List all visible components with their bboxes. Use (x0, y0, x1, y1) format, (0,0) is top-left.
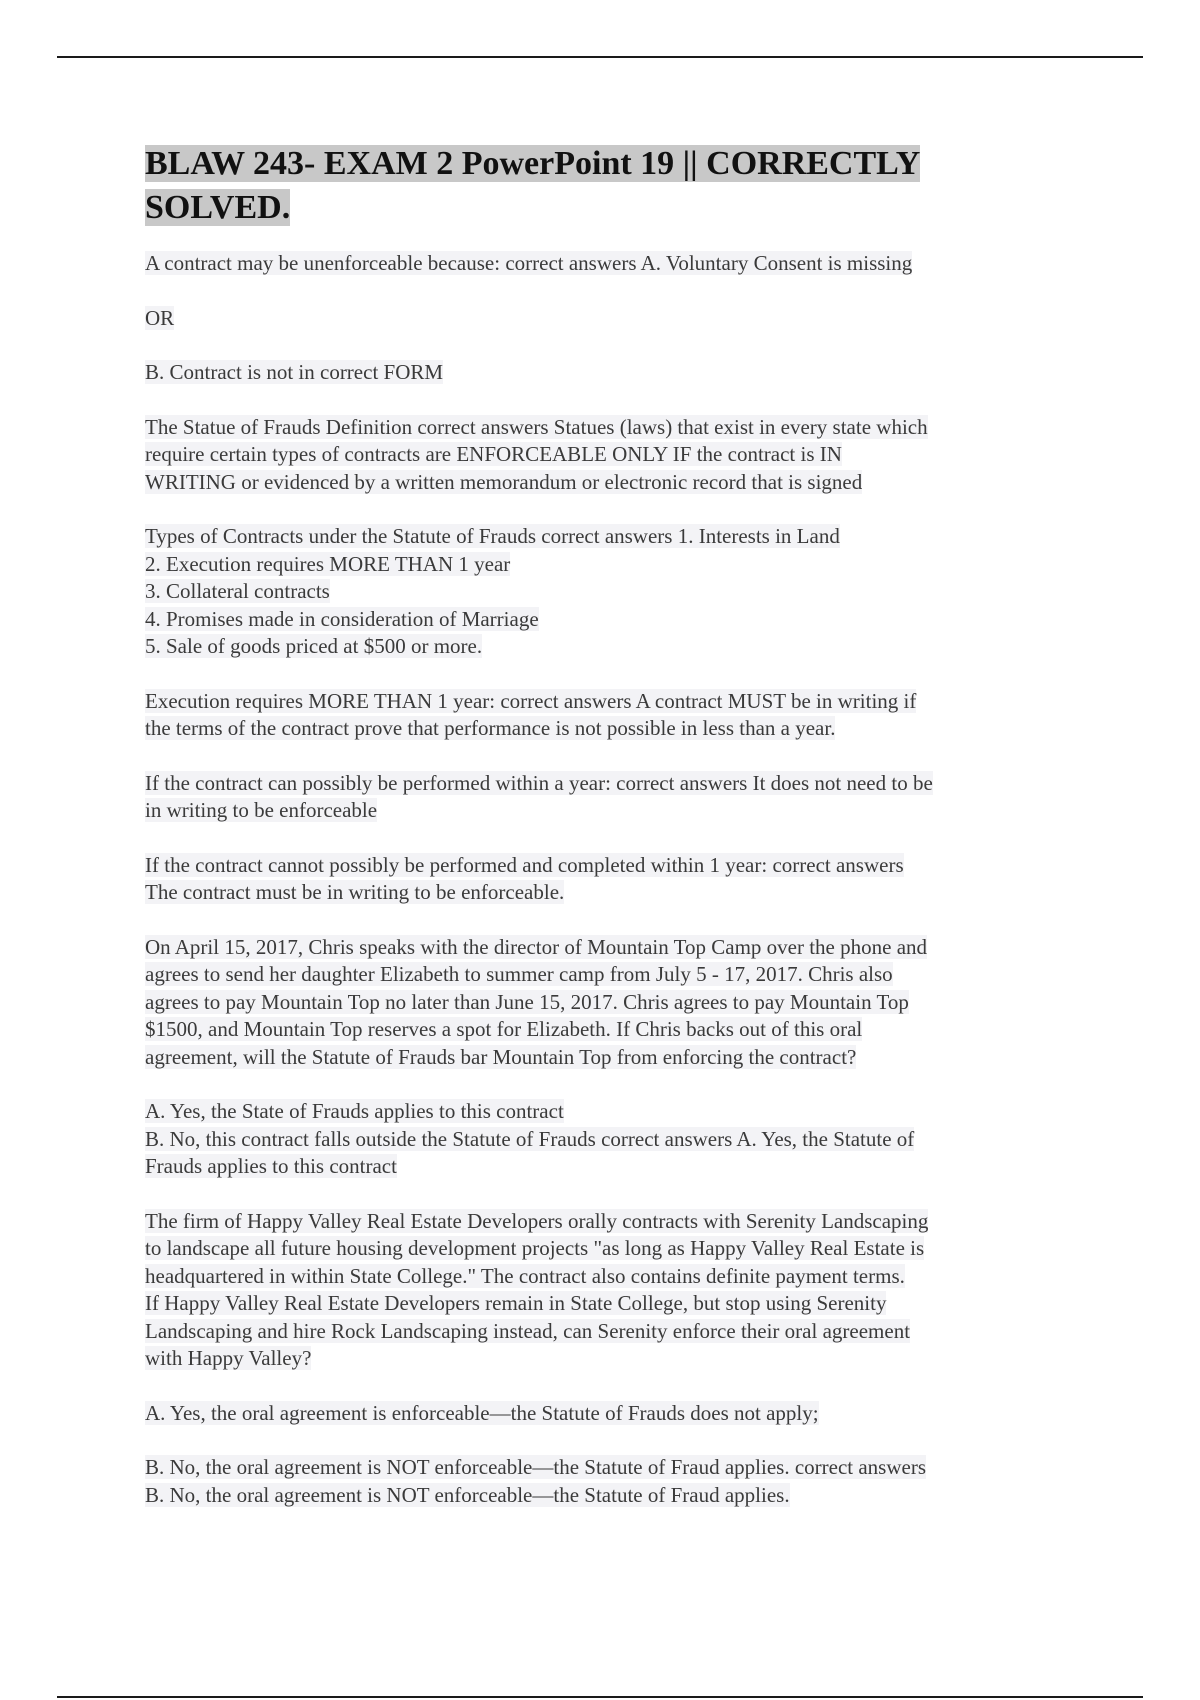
bottom-rule (57, 1696, 1143, 1698)
paragraph (145, 1400, 1060, 1428)
text-line (145, 633, 1060, 661)
text-line-content: to landscape all future housing development projects "as long as Happy Valley Real Estate is (145, 1236, 925, 1260)
text-line (145, 1482, 1060, 1510)
paragraph (145, 688, 1060, 743)
text-line-content: If the contract can possibly be performed within a year: correct answers It does not need to be (145, 770, 933, 795)
text-line-content: The Statue of Frauds Definition correct answers Statues (laws) that exist in every state which (145, 414, 928, 439)
text-line-content: If Happy Valley Real Estate Developers remain in State College, but stop using Serenity (145, 1291, 887, 1315)
top-rule (57, 56, 1143, 58)
text-line-content: If the contract cannot possibly be performed and completed within 1 year: correct answers (145, 852, 904, 877)
text-line-content: $1500, and Mountain Top reserves a spot for Elizabeth. If Chris backs out of this oral (145, 1017, 863, 1041)
text-line-content: A. Yes, the oral agreement is enforceable—the Statute of Frauds does not apply; (145, 1400, 819, 1425)
text-line (145, 961, 1060, 989)
text-line (145, 1044, 1060, 1072)
text-line (145, 934, 1060, 962)
paragraph (145, 414, 1060, 497)
text-line-content: OR (145, 305, 175, 330)
text-line-content: in writing to be enforceable (145, 798, 378, 822)
paragraph (145, 1454, 1060, 1509)
text-line-content: B. No, the oral agreement is NOT enforceable—the Statute of Fraud applies. (145, 1482, 790, 1507)
text-line-content: WRITING or evidenced by a written memorandum or electronic record that is signed (145, 469, 863, 494)
text-line-content: 2. Execution requires MORE THAN 1 year (145, 551, 511, 576)
text-line-content: On April 15, 2017, Chris speaks with the director of Mountain Top Camp over the phone and (145, 934, 928, 959)
text-line (145, 797, 1060, 825)
text-line-content: the terms of the contract prove that performance is not possible in less than a year. (145, 716, 836, 740)
paragraph (145, 305, 1060, 333)
text-line-content: 3. Collateral contracts (145, 579, 330, 603)
text-line (145, 441, 1060, 469)
text-line-content: with Happy Valley? (145, 1346, 312, 1370)
text-line (145, 1263, 1060, 1291)
text-line-content: agrees to send her daughter Elizabeth to summer camp from July 5 - 17, 2017. Chris also (145, 962, 893, 986)
text-line-content: Types of Contracts under the Statute of Frauds correct answers 1. Interests in Land (145, 524, 840, 548)
text-line-content: require certain types of contracts are ENFORCEABLE ONLY IF the contract is IN (145, 442, 842, 466)
document-body (145, 142, 1060, 1536)
paragraph (145, 523, 1060, 661)
text-line (145, 1400, 1060, 1428)
text-line-content: 5. Sale of goods priced at $500 or more. (145, 634, 483, 658)
text-line-content: A. Yes, the State of Frauds applies to this contract (145, 1099, 564, 1123)
text-line (145, 606, 1060, 634)
paragraph (145, 1098, 1060, 1181)
text-line (145, 989, 1060, 1017)
text-line-content: B. No, the oral agreement is NOT enforceable—the Statute of Fraud applies. correct answers (145, 1455, 927, 1479)
text-line (145, 852, 1060, 880)
text-line (145, 715, 1060, 743)
text-line (145, 551, 1060, 579)
title-line: SOLVED. (145, 189, 291, 226)
text-line (145, 1208, 1060, 1236)
text-line-content: The firm of Happy Valley Real Estate Developers orally contracts with Serenity Landscaping (145, 1208, 929, 1233)
text-line-content: headquartered in within State College." The contract also contains definite payment terms. (145, 1263, 905, 1288)
text-line (145, 688, 1060, 716)
text-line-content: 4. Promises made in consideration of Marriage (145, 606, 539, 631)
text-line-content: Frauds applies to this contract (145, 1154, 397, 1178)
text-line-content: A contract may be unenforceable because: correct answers A. Voluntary Consent is missing (145, 251, 913, 275)
text-line (145, 414, 1060, 442)
text-line (145, 1098, 1060, 1126)
paragraph (145, 250, 1060, 278)
paragraph-list (145, 250, 1060, 1509)
text-line (145, 1153, 1060, 1181)
text-line-content: Landscaping and hire Rock Landscaping instead, can Serenity enforce their oral agreement (145, 1318, 911, 1343)
text-line (145, 578, 1060, 606)
document-title (145, 142, 1060, 230)
title-line: BLAW 243- EXAM 2 PowerPoint 19 || CORRECTLY (145, 145, 921, 182)
text-line-content: Execution requires MORE THAN 1 year: correct answers A contract MUST be in writing if (145, 688, 917, 713)
text-line (145, 1318, 1060, 1346)
text-line (145, 469, 1060, 497)
text-line-content: agreement, will the Statute of Frauds bar Mountain Top from enforcing the contract? (145, 1044, 857, 1069)
text-line (145, 770, 1060, 798)
text-line (145, 523, 1060, 551)
text-line (145, 1454, 1060, 1482)
text-line (145, 1235, 1060, 1263)
text-line (145, 1290, 1060, 1318)
text-line-content: B. No, this contract falls outside the Statute of Frauds correct answers A. Yes, the Statute of (145, 1126, 915, 1151)
text-line-content: agrees to pay Mountain Top no later than June 15, 2017. Chris agrees to pay Mountain Top (145, 989, 909, 1014)
text-line (145, 359, 1060, 387)
text-line (145, 1345, 1060, 1373)
text-line (145, 1016, 1060, 1044)
text-line (145, 250, 1060, 278)
text-line (145, 879, 1060, 907)
paragraph (145, 852, 1060, 907)
text-line-content: The contract must be in writing to be enforceable. (145, 880, 565, 904)
text-line (145, 1126, 1060, 1154)
paragraph (145, 1208, 1060, 1373)
paragraph (145, 359, 1060, 387)
text-line (145, 305, 1060, 333)
paragraph (145, 770, 1060, 825)
paragraph (145, 934, 1060, 1072)
text-line-content: B. Contract is not in correct FORM (145, 360, 444, 384)
